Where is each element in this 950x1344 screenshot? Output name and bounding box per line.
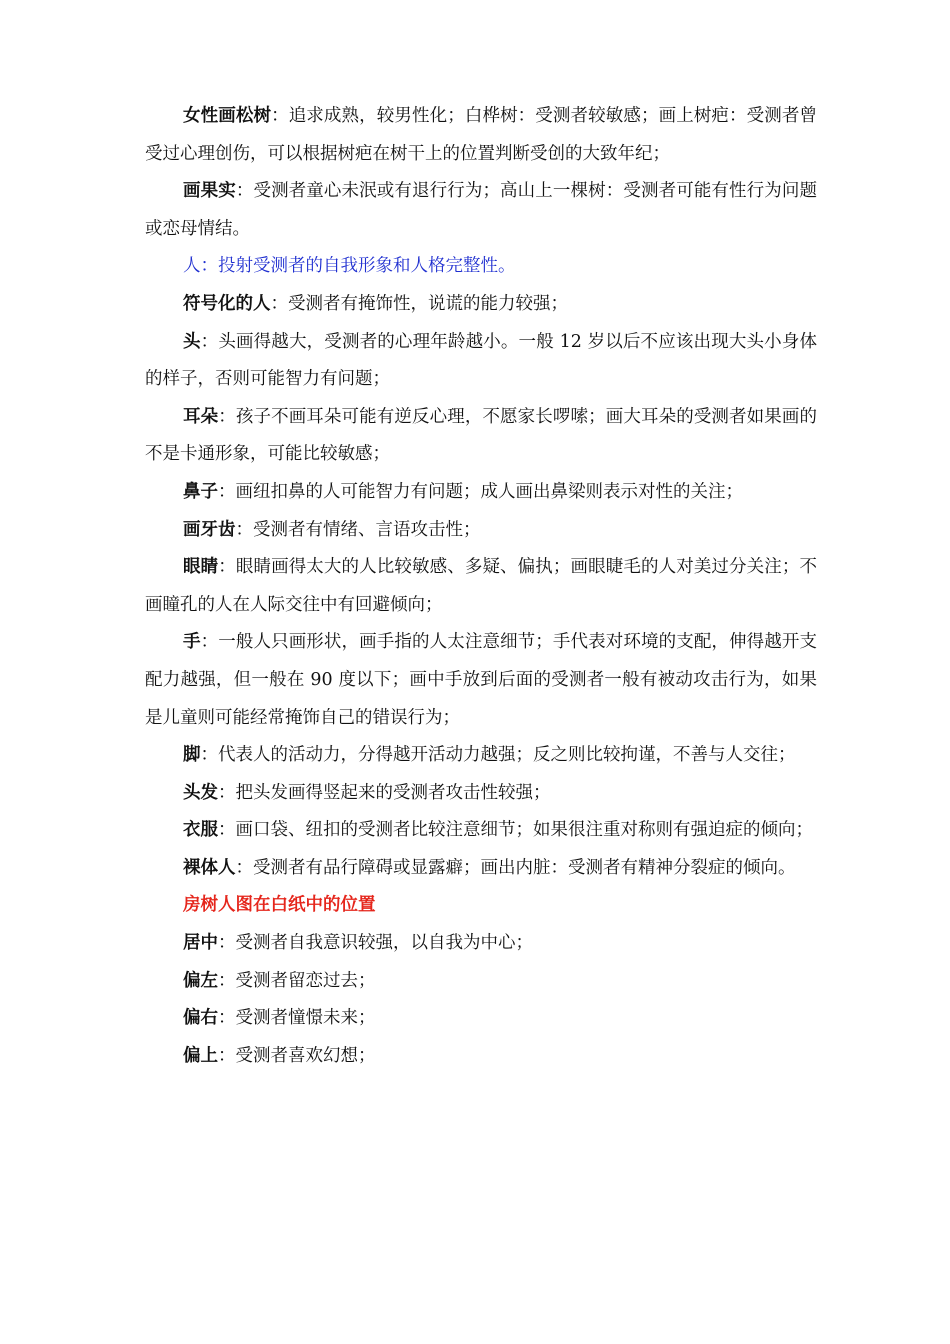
paragraph-pine-tree — [145, 98, 817, 173]
paragraph-text: ：头画得越大，受测者的心理年龄越小。一般 12 岁以后不应该出现大头小身体的样子，否则可能智力有问题； — [145, 331, 817, 390]
paragraph-teeth — [145, 512, 817, 550]
paragraph-text: ：孩子不画耳朵可能有逆反心理，不愿家长啰嗦；画大耳朵的受测者如果画的不是卡通形象，可能比较敏感； — [145, 406, 818, 465]
paragraph-hands — [145, 624, 817, 737]
term-label: 脚 — [183, 745, 201, 766]
term-label: 偏右 — [183, 1008, 218, 1029]
paragraph-naked-person — [145, 850, 817, 888]
term-label: 衣服 — [183, 820, 218, 841]
paragraph-eyes — [145, 549, 817, 624]
paragraph-top — [145, 1038, 817, 1076]
paragraph-text: ：画口袋、纽扣的受测者比较注意细节；如果很注重对称则有强迫症的倾向； — [218, 820, 813, 841]
paragraph-text: ：一般人只画形状，画手指的人太注意细节；手代表对环境的支配，伸得越开支配力越强，但一般在 90 度以下；画中手放到后面的受测者一般有被动攻击行为，如果是儿童则可能经常掩饰自己的错误行为； — [145, 632, 818, 728]
paragraph-text: ：受测者憧憬未来； — [218, 1008, 376, 1029]
paragraph-text: ：受测者有品行障碍或显露癖；画出内脏：受测者有精神分裂症的倾向。 — [235, 857, 796, 878]
paragraph-head — [145, 324, 817, 399]
term-label: 手 — [183, 632, 201, 653]
term-label: 偏左 — [183, 970, 218, 991]
term-label: 耳朵 — [183, 406, 219, 427]
term-label: 头发 — [183, 782, 218, 803]
paragraph-clothes — [145, 812, 817, 850]
paragraph-nose — [145, 474, 817, 512]
term-label: 裸体人 — [183, 857, 236, 878]
paragraph-fruit — [145, 173, 817, 248]
term-label: 居中 — [183, 933, 218, 954]
term-label: 眼睛 — [183, 557, 219, 578]
paragraph-left — [145, 963, 817, 1001]
term-label: 画果实 — [183, 181, 236, 202]
term-label: 头 — [183, 331, 201, 352]
term-label: 偏上 — [183, 1045, 218, 1066]
paragraph-text: ：受测者留恋过去； — [218, 970, 376, 991]
paragraph-text: ：画纽扣鼻的人可能智力有问题；成人画出鼻梁则表示对性的关注； — [218, 481, 743, 502]
paragraph-text: ：把头发画得竖起来的受测者攻击性较强； — [218, 782, 551, 803]
term-label: 画牙齿 — [183, 519, 236, 540]
paragraph-text: ：追求成熟，较男性化；白桦树：受测者较敏感；画上树疤：受测者曾受过心理创伤，可以根据树疤在树干上的位置判断受创的大致年纪； — [145, 106, 818, 164]
section-heading-text: 房树人图在白纸中的位置 — [183, 895, 376, 916]
term-label: 鼻子 — [183, 481, 218, 502]
paragraph-ears — [145, 399, 817, 474]
paragraph-right — [145, 1000, 817, 1038]
paragraph-text: ：受测者有情绪、言语攻击性； — [235, 519, 481, 540]
paragraph-text: ：眼睛画得太大的人比较敏感、多疑、偏执；画眼睫毛的人对美过分关注；不画瞳孔的人在人际交往中有回避倾向； — [145, 557, 818, 615]
paragraph-hair — [145, 775, 817, 813]
document-body — [145, 98, 817, 1075]
term-label: 女性画松树 — [183, 106, 272, 126]
paragraph-symbolic-person — [145, 286, 817, 324]
paragraph-text: ：受测者自我意识较强，以自我为中心； — [218, 933, 533, 954]
paragraph-feet — [145, 737, 817, 775]
section-heading-person — [145, 248, 817, 286]
paragraph-text: ：受测者有掩饰性，说谎的能力较强； — [270, 293, 568, 314]
paragraph-text: ：受测者喜欢幻想； — [218, 1045, 376, 1066]
section-heading-text: 人：投射受测者的自我形象和人格完整性。 — [183, 256, 516, 277]
paragraph-text: ：受测者童心未泯或有退行行为；高山上一棵树：受测者可能有性行为问题或恋母情结。 — [145, 181, 817, 239]
section-heading-position — [145, 887, 817, 925]
paragraph-text: ：代表人的活动力，分得越开活动力越强；反之则比较拘谨，不善与人交往； — [200, 745, 796, 766]
term-label: 符号化的人 — [183, 293, 271, 314]
paragraph-center — [145, 925, 817, 963]
